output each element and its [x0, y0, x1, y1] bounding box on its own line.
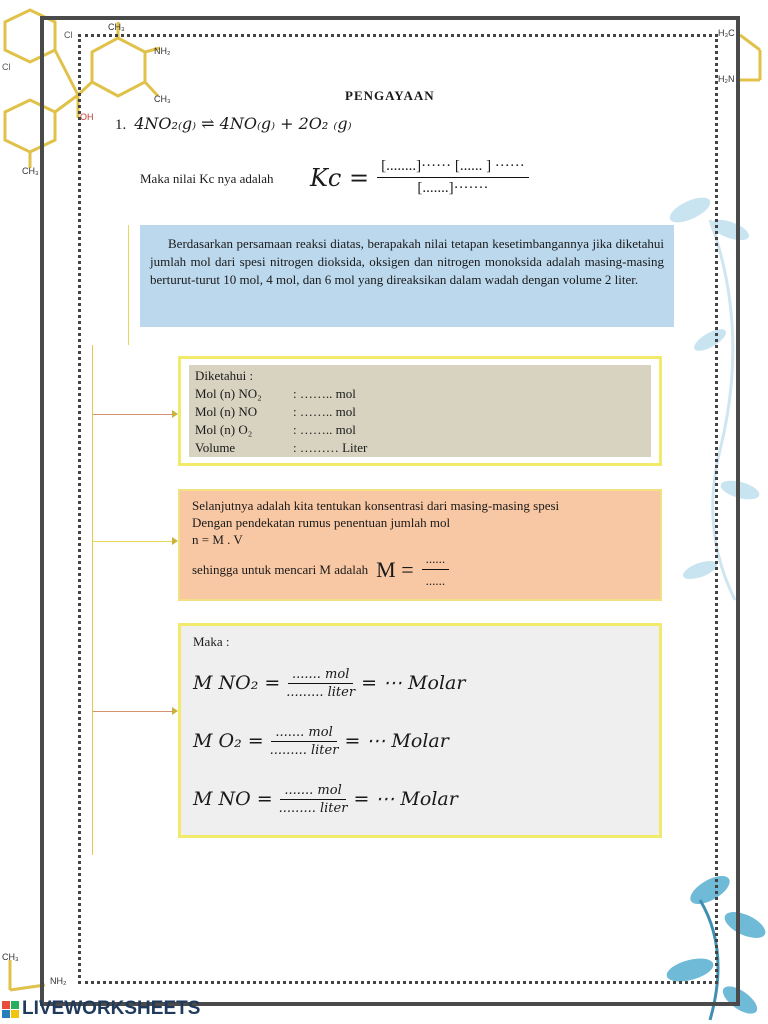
known-value-blank[interactable]: : …….. mol	[293, 386, 356, 401]
mol-blank[interactable]: ....... mol	[271, 725, 336, 742]
kc-numerator-blank[interactable]: [........]······ [...... ] ······	[377, 158, 529, 178]
ch3-label: CH₃	[154, 94, 171, 104]
reaction-equation: 4NO₂₍g₎ ⇌ 4NO₍g₎ + 2O₂ ₍g₎	[134, 114, 352, 133]
molarity-line	[193, 654, 647, 712]
concentration-line: sehingga untuk mencari M adalah	[192, 562, 369, 577]
molar-result-blank[interactable]: = ⋯ Molar	[361, 672, 466, 694]
known-heading: Diketahui :	[195, 368, 254, 383]
connector-branch	[93, 711, 173, 712]
divider-line	[128, 225, 129, 345]
nh2-label: NH₂	[154, 46, 171, 56]
molarity-line-fraction	[286, 667, 355, 700]
molarity-fraction	[422, 550, 450, 589]
concentration-line: Dengan pendekatan rumus penentuan jumlah mol	[192, 515, 451, 530]
kc-prompt: Maka nilai Kc nya adalah	[140, 171, 274, 186]
molarity-line-fraction	[270, 725, 339, 758]
problem-box: Berdasarkan persamaan reaksi diatas, berapakah nilai tetapan kesetimbangannya jika diketahui jumlah mol dari spesi nitrogen dioksida, oksigen dan nitrogen monoksida adalah masing-masing berturut-turut 10 mol, 4 mol, dan 6 mol yang direaksikan dalam wadah dengan volume 2 liter.	[140, 225, 674, 327]
molar-result-blank[interactable]: = ⋯ Molar	[353, 788, 458, 810]
ch3-label: CH₃	[108, 22, 125, 32]
molarity-line	[193, 712, 647, 770]
known-values-box	[178, 356, 662, 466]
liter-blank[interactable]: ......... liter	[278, 800, 348, 816]
known-value-blank[interactable]: : …….. mol	[293, 422, 356, 437]
molarity-denominator-blank[interactable]: ......	[425, 573, 446, 588]
mol-blank[interactable]: ....... mol	[280, 783, 345, 800]
kc-symbol: Kc =	[310, 163, 370, 192]
connector-branch	[93, 414, 173, 415]
known-label: Mol (n) NO	[195, 404, 258, 419]
brand-name: LIVEWORKSHEETS	[22, 998, 201, 1019]
h3c-label: H₃C	[718, 28, 735, 38]
mol-blank[interactable]: ....... mol	[288, 667, 353, 684]
connector-line	[92, 345, 93, 855]
known-label: Mol (n) NO₂	[195, 386, 262, 401]
question-number: 1.	[115, 117, 127, 133]
known-label: Volume	[195, 440, 236, 455]
molarity-species: M NO =	[193, 788, 273, 810]
molarity-line	[193, 770, 647, 828]
liter-blank[interactable]: ......... liter	[286, 684, 356, 700]
page-title: PENGAYAAN	[345, 88, 435, 103]
cl-label: Cl	[2, 62, 11, 72]
concentration-line: Selanjutnya adalah kita tentukan konsentrasi dari masing-masing spesi	[192, 498, 560, 513]
known-value-blank[interactable]: : ……… Liter	[293, 440, 368, 455]
liveworksheets-logo[interactable]	[2, 998, 200, 1020]
known-row	[195, 421, 645, 439]
concentration-box	[178, 489, 662, 601]
molarity-species: M O₂ =	[193, 730, 264, 752]
molarity-species: M NO₂ =	[193, 672, 281, 694]
kc-formula	[310, 158, 529, 197]
concentration-line: n = M . V	[192, 532, 243, 547]
kc-fraction	[377, 158, 529, 197]
known-value-blank[interactable]: : …….. mol	[293, 404, 356, 419]
h2n-label: H₂N	[718, 74, 735, 84]
known-row	[195, 439, 645, 457]
molar-result-blank[interactable]: = ⋯ Molar	[344, 730, 449, 752]
molarity-lhs: M =	[376, 557, 414, 582]
molarity-formula-row	[192, 550, 648, 589]
molarity-numerator-blank[interactable]: ......	[422, 550, 450, 570]
kc-denominator-blank[interactable]: [.......]·······	[417, 180, 489, 196]
liter-blank[interactable]: ......... liter	[269, 742, 339, 758]
oh-label: OH	[80, 112, 94, 122]
logo-icon	[2, 1001, 19, 1018]
connector-branch	[93, 541, 173, 542]
results-heading: Maka :	[193, 634, 230, 649]
known-label: Mol (n) O₂	[195, 422, 253, 437]
ch3-label: CH₃	[22, 166, 39, 176]
cl-label: Cl	[64, 30, 73, 40]
ch3-label: CH₃	[2, 952, 19, 962]
results-box	[178, 623, 662, 838]
nh2-label: NH₂	[50, 976, 67, 986]
molarity-line-fraction	[279, 783, 348, 816]
known-row	[195, 403, 645, 421]
question-1	[115, 114, 352, 134]
known-row	[195, 385, 645, 403]
